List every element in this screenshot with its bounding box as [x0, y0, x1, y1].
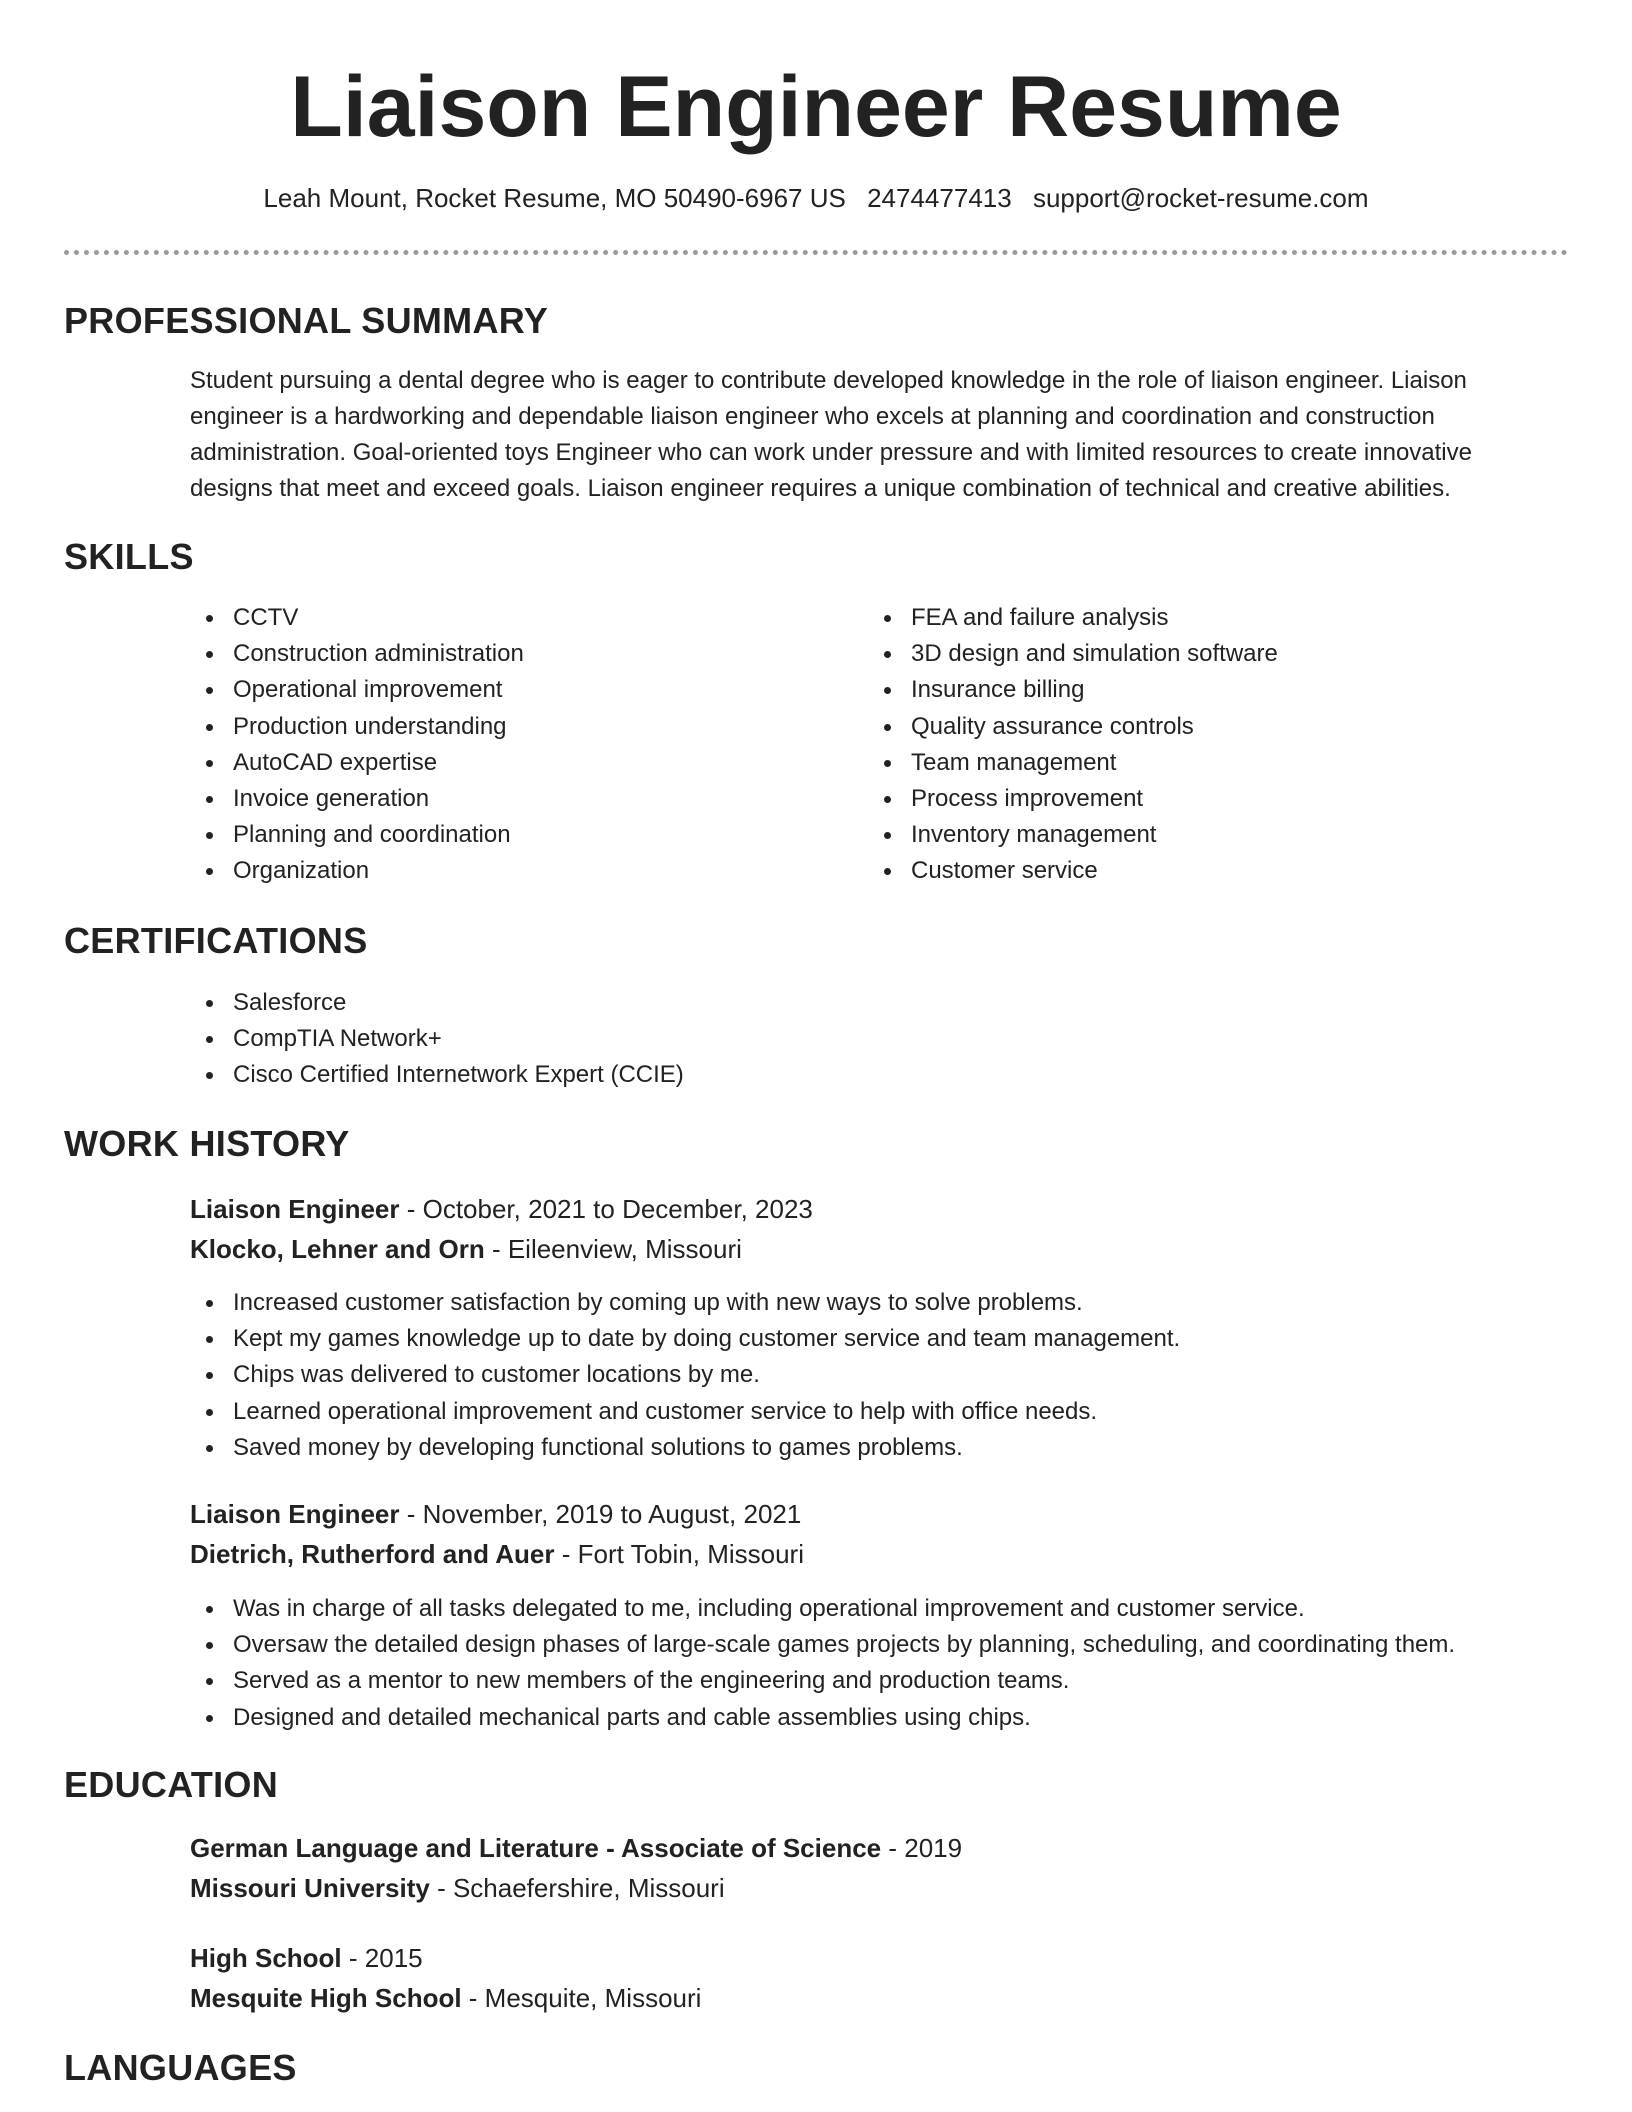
contact-email[interactable]: support@rocket-resume.com	[1032, 183, 1369, 213]
education-entry	[190, 1828, 1540, 1908]
job-title: Liaison Engineer	[190, 1499, 400, 1529]
list-item: Salesforce	[190, 985, 1490, 1021]
list-item: AutoCAD expertise	[190, 745, 850, 781]
education-school-line	[190, 1978, 1540, 2018]
skills-list-left	[190, 600, 850, 890]
education-entry	[190, 1938, 1540, 2018]
job-company-line	[190, 1229, 1540, 1269]
education-year: - 2015	[341, 1943, 423, 1973]
list-item: Increased customer satisfaction by coming up with new ways to solve problems.	[190, 1285, 1540, 1321]
education-degree-line	[190, 1828, 1540, 1868]
summary-text: Student pursuing a dental degree who is eager to contribute developed knowledge in the role of liaison engineer. Liaison engineer is a hardworking and dependable liaison engineer who excels at planning and coordination and construction administration. Goal-oriented toys Engineer who can work under pressure and with limited resources to create innovative designs that meet and exceed goals. Liaison engineer requires a unique combination of technical and creative abilities.	[190, 367, 1472, 502]
job-entry	[190, 1189, 1540, 1269]
list-item: Was in charge of all tasks delegated to me, including operational improvement and customer service.	[190, 1591, 1590, 1627]
list-item: Chips was delivered to customer locations by me.	[190, 1357, 1540, 1393]
list-item: Learned operational improvement and customer service to help with office needs.	[190, 1394, 1540, 1430]
contact-address: Leah Mount, Rocket Resume, MO 50490-6967 US	[263, 183, 846, 213]
job-title-line	[190, 1494, 1540, 1534]
education-heading: EDUCATION	[64, 1764, 279, 1805]
job-company-line	[190, 1534, 1540, 1574]
list-item: Oversaw the detailed design phases of large-scale games projects by planning, scheduling, and coordinating them.	[190, 1627, 1590, 1663]
certifications-list	[190, 985, 1490, 1094]
skills-list-right	[868, 600, 1548, 890]
list-item: Insurance billing	[868, 672, 1548, 708]
list-item: Planning and coordination	[190, 817, 850, 853]
certifications-heading: CERTIFICATIONS	[64, 920, 368, 961]
education-degree-line	[190, 1938, 1540, 1978]
list-item: Quality assurance controls	[868, 709, 1548, 745]
education-year: - 2019	[881, 1833, 963, 1863]
job-dates: - November, 2019 to August, 2021	[399, 1499, 802, 1529]
education-section	[64, 1763, 1568, 1807]
list-item: Kept my games knowledge up to date by doing customer service and team management.	[190, 1321, 1540, 1357]
list-item: CompTIA Network+	[190, 1021, 1490, 1057]
education-location: - Mesquite, Missouri	[461, 1983, 702, 2013]
list-item: Customer service	[868, 853, 1548, 889]
list-item: Saved money by developing functional solutions to games problems.	[190, 1430, 1540, 1466]
summary-heading: PROFESSIONAL SUMMARY	[64, 300, 549, 341]
job-bullets	[190, 1285, 1540, 1466]
skills-section	[64, 535, 1568, 579]
job-location: - Fort Tobin, Missouri	[554, 1539, 804, 1569]
education-degree: German Language and Literature - Associate of Science	[190, 1833, 882, 1863]
education-school-line	[190, 1868, 1540, 1908]
skills-heading: SKILLS	[64, 536, 194, 577]
languages-section	[64, 2046, 1568, 2090]
education-location: - Schaefershire, Missouri	[429, 1873, 725, 1903]
job-title-line	[190, 1189, 1540, 1229]
list-item: Designed and detailed mechanical parts and cable assemblies using chips.	[190, 1700, 1590, 1736]
certifications-section	[64, 919, 1568, 963]
list-item: CCTV	[190, 600, 850, 636]
list-item: FEA and failure analysis	[868, 600, 1548, 636]
job-bullets	[190, 1591, 1590, 1736]
work-history-heading: WORK HISTORY	[64, 1123, 350, 1164]
list-item: 3D design and simulation software	[868, 636, 1548, 672]
job-title: Liaison Engineer	[190, 1194, 400, 1224]
list-item: Construction administration	[190, 636, 850, 672]
contact-line	[0, 178, 1632, 218]
list-item: Organization	[190, 853, 850, 889]
list-item: Cisco Certified Internetwork Expert (CCIE)	[190, 1057, 1490, 1093]
job-company: Klocko, Lehner and Orn	[190, 1234, 485, 1264]
list-item: Process improvement	[868, 781, 1548, 817]
header-divider	[64, 250, 1568, 255]
contact-phone[interactable]: 2474477413	[867, 183, 1012, 213]
education-school: Missouri University	[190, 1873, 430, 1903]
job-dates: - October, 2021 to December, 2023	[399, 1194, 813, 1224]
resume-title: Liaison Engineer Resume	[290, 59, 1342, 155]
list-item: Served as a mentor to new members of the engineering and production teams.	[190, 1663, 1590, 1699]
summary-section	[64, 299, 1568, 343]
education-school: Mesquite High School	[190, 1983, 462, 2013]
education-degree: High School	[190, 1943, 342, 1973]
list-item: Operational improvement	[190, 672, 850, 708]
languages-heading: LANGUAGES	[64, 2047, 297, 2088]
list-item: Inventory management	[868, 817, 1548, 853]
work-history-section	[64, 1122, 1568, 1166]
list-item: Invoice generation	[190, 781, 850, 817]
job-company: Dietrich, Rutherford and Auer	[190, 1539, 555, 1569]
list-item: Team management	[868, 745, 1548, 781]
list-item: Production understanding	[190, 709, 850, 745]
job-entry	[190, 1494, 1540, 1574]
job-location: - Eileenview, Missouri	[484, 1234, 742, 1264]
